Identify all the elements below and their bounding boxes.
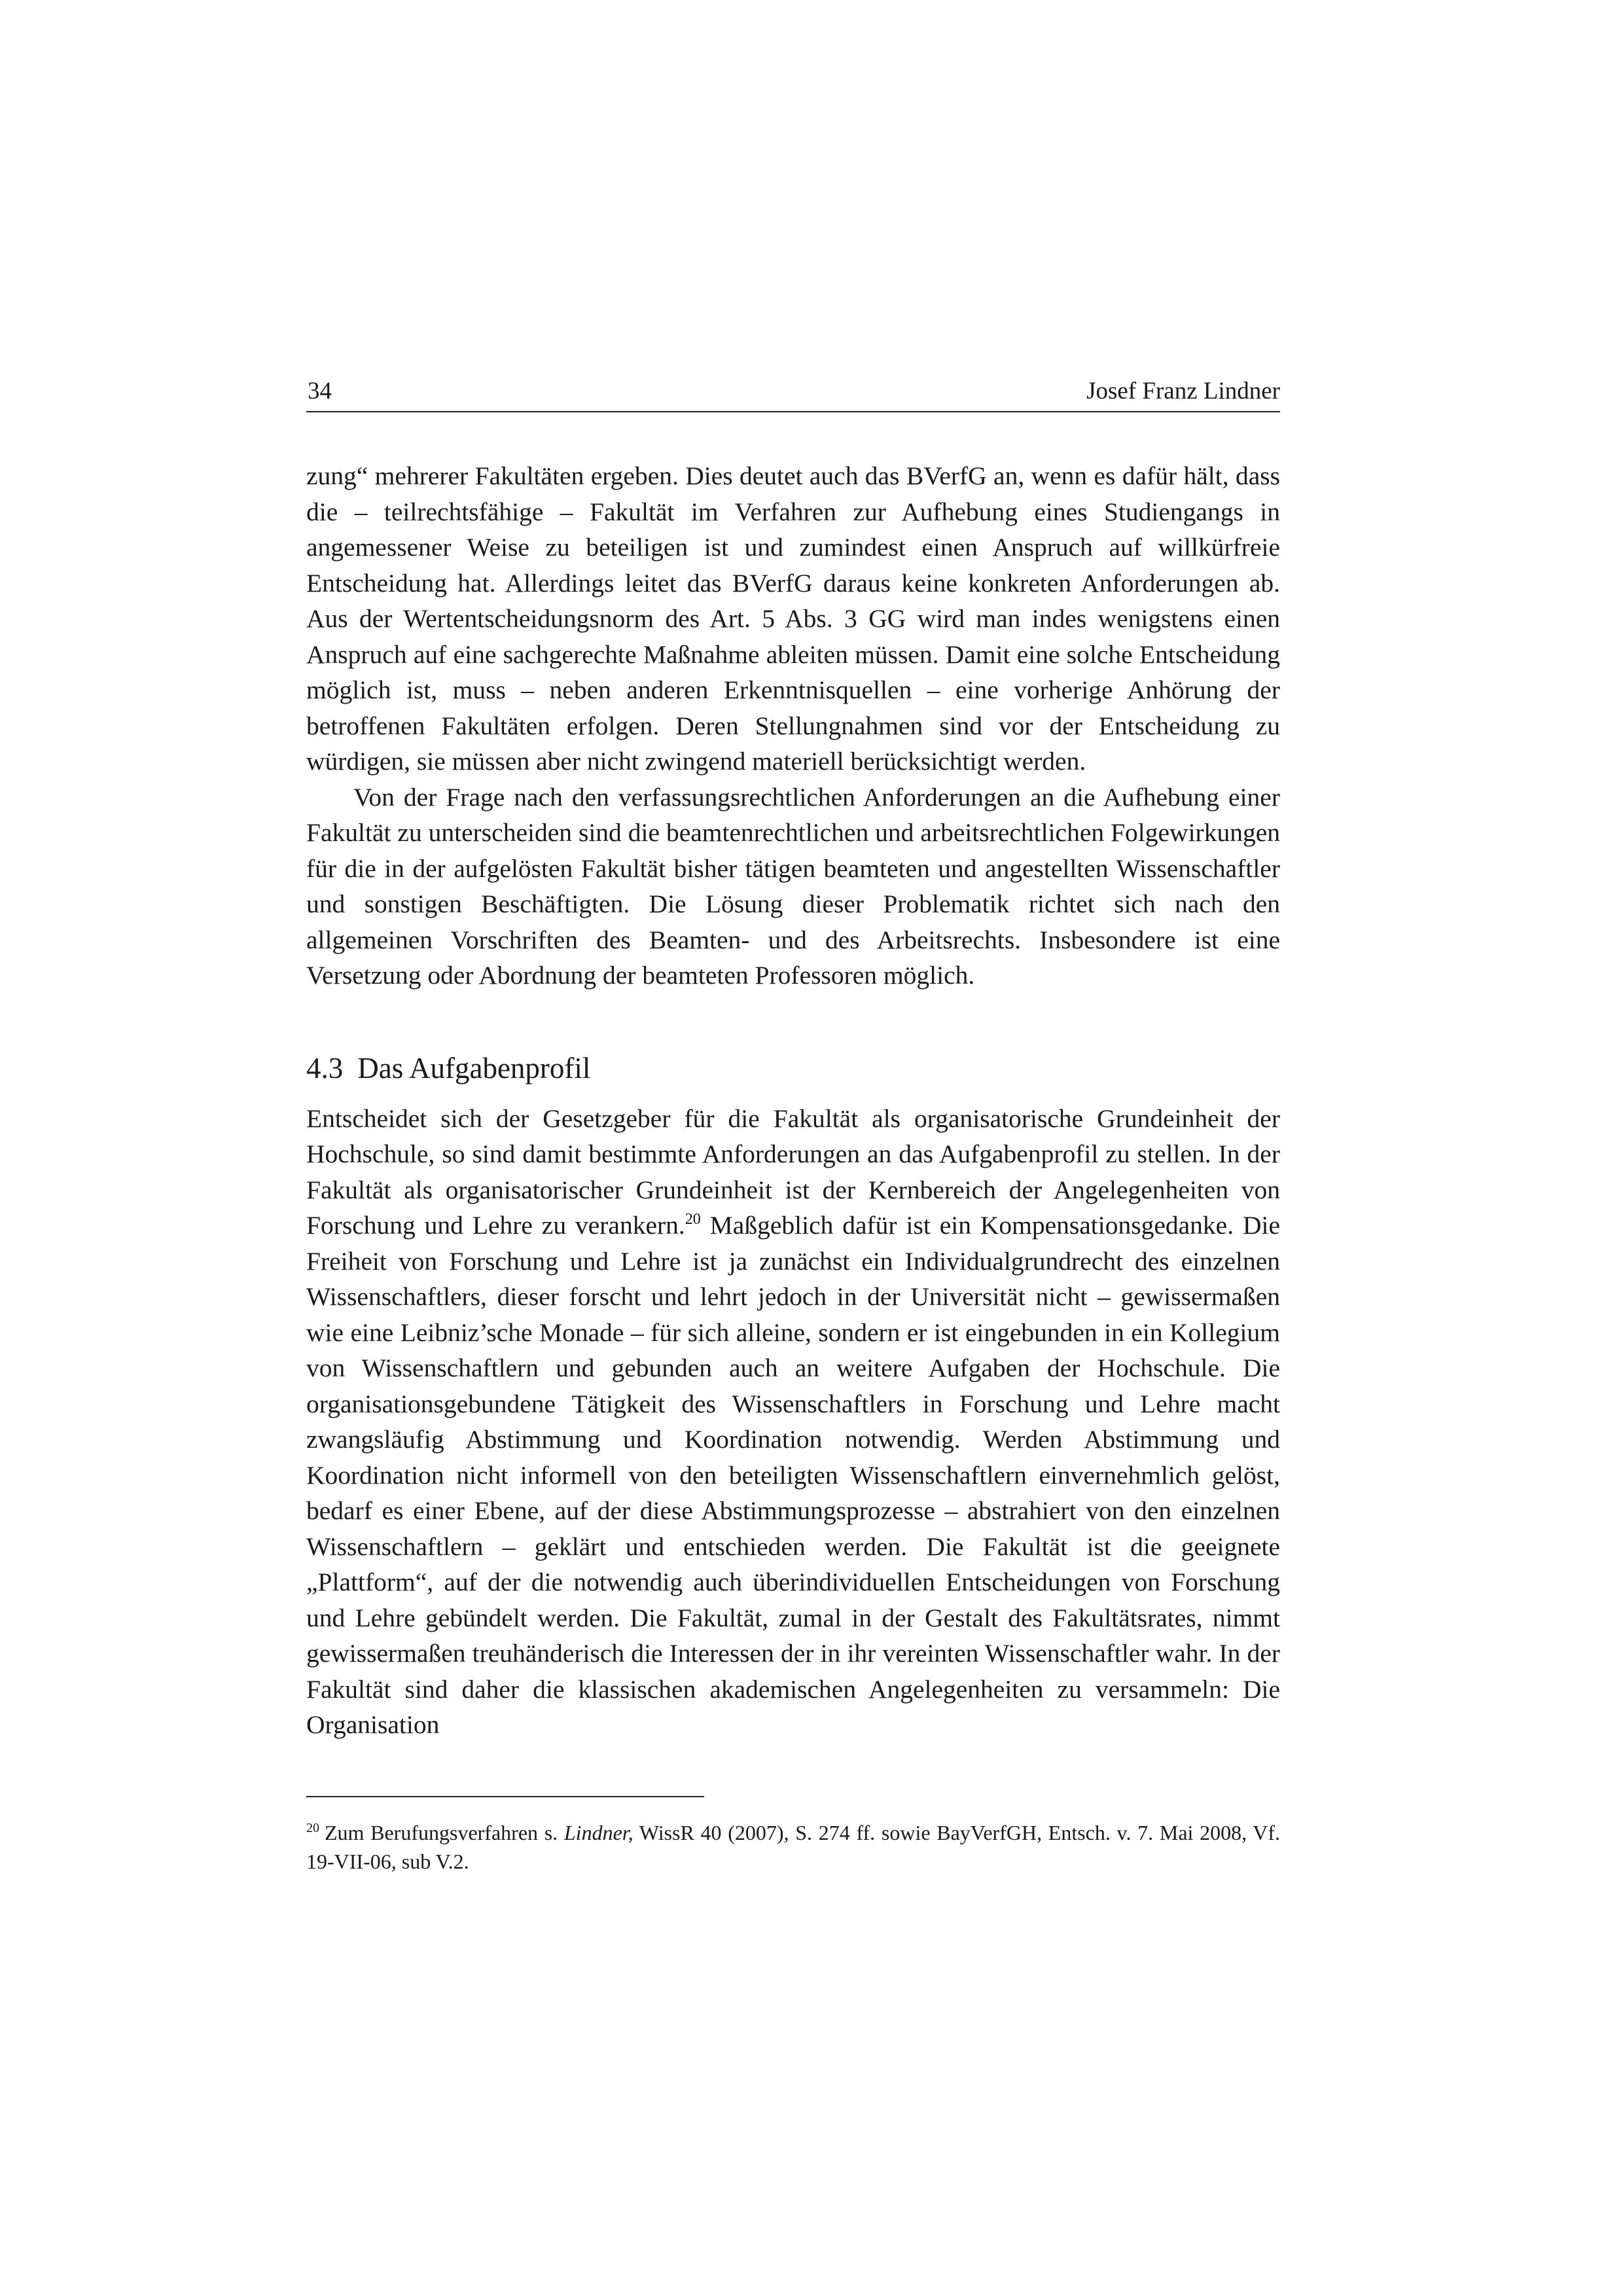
running-header-author: Josef Franz Lindner bbox=[1086, 378, 1280, 404]
paragraph: Von der Frage nach den verfassungsrechtlichen Anforderungen an die Aufhebung einer Fakultät zu unterscheiden sind die beamtenrechtlichen und arbeitsrechtlichen Folgewirkungen für die in der aufgelösten Fakultät bisher tätigen beamteten und angestellten Wissenschaftler und sonstigen Beschäftigten. Die Lösung dieser Problematik richtet sich nach den allgemeinen Vorschriften des Beamten- und des Arbeitsrechts. Insbesondere ist eine Versetzung oder Abordnung der beamteten Professoren möglich. bbox=[306, 782, 1280, 990]
section-number: 4.3 bbox=[306, 1051, 344, 1085]
footnote-separator bbox=[306, 1796, 704, 1797]
paragraph bbox=[306, 1101, 1280, 1743]
footnote-number: 20 bbox=[306, 1821, 319, 1835]
footnote-author: Lindner, bbox=[563, 1821, 633, 1844]
body-text bbox=[306, 458, 1280, 1743]
paragraph: zung“ mehrerer Fakultäten ergeben. Dies deutet auch das BVerfG an, wenn es dafür hält, dass die – teilrechtsfähige – Fakultät im Verfahren zur Aufhebung eines Studiengangs in angemessener Weise zu beteiligen ist und zumindest einen Anspruch auf willkürfreie Entscheidung hat. Allerdings leitet das BVerfG daraus keine konkreten Anforderungen ab. Aus der Wertentscheidungsnorm des Art. 5 Abs. 3 GG wird man indes wenigstens einen Anspruch auf eine sachgerechte Maßnahme ableiten müssen. Damit eine solche Entscheidung möglich ist, muss – neben anderen Erkenntnisquellen – eine vorherige Anhörung der betroffenen Fakultäten erfolgen. Deren Stellungnahmen sind vor der Entscheidung zu würdigen, sie müssen aber nicht zwingend materiell berücksichtigt werden. bbox=[306, 461, 1280, 776]
paragraph-text: Entscheidet sich der Gesetzgeber für die Fakultät als organisatorische Grundeinheit der Hochschule, so sind damit bestimmte Anforderungen an das Aufgabenprofil zu stellen. In der Fakultät als organisatorischer Grundeinheit ist der Kernbereich der Angelegenheiten von Forschung und Lehre zu verankern. bbox=[306, 1103, 1280, 1240]
section-title: Das Aufgabenprofil bbox=[357, 1051, 591, 1085]
footnote-reference[interactable]: 20 bbox=[685, 1211, 701, 1228]
running-header bbox=[306, 372, 1280, 412]
section-heading bbox=[306, 1050, 1280, 1086]
paragraph-text: Maßgeblich dafür ist ein Kompensationsgedanke. Die Freiheit von Forschung und Lehre ist ja zunächst ein Individualgrundrecht des einzelnen Wissenschaftlers, dieser forscht und lehrt jedoch in der Universität nicht – gewissermaßen wie eine Leibniz’sche Monade – für sich alleine, sondern er ist eingebunden in ein Kollegium von Wissenschaftlern und gebunden auch an weitere Aufgaben der Hochschule. Die organisationsgebundene Tätigkeit des Wissenschaftlers in Forschung und Lehre macht zwangsläufig Abstimmung und Koordination notwendig. Werden Abstimmung und Koordination nicht informell von den beteiligten Wissenschaftlern einvernehmlich gelöst, bedarf es einer Ebene, auf der diese Abstimmungsprozesse – abstrahiert von den einzelnen Wissenschaftlern – geklärt und entschieden werden. Die Fakultät ist die geeignete „Plattform“, auf der die notwendig auch überindividuellen Entscheidungen von Forschung und Lehre gebündelt werden. Die Fakultät, zumal in der Gestalt des Fakultätsrates, nimmt gewissermaßen treuhänderisch die Interessen der in ihr vereinten Wissenschaftler wahr. In der Fakultät sind daher die klassischen akademischen Angelegenheiten zu versammeln: Die Organisation bbox=[306, 1211, 1281, 1739]
footnote-text: Zum Berufungsverfahren s. bbox=[325, 1821, 564, 1844]
footnote-text: WissR 40 (2007), S. 274 ff. sowie BayVerfGH, Entsch. v. 7. Mai 2008, Vf. 19-VII-06, sub V.2. bbox=[306, 1821, 1281, 1873]
page-number: 34 bbox=[308, 378, 332, 404]
footnote bbox=[306, 1818, 1280, 1876]
